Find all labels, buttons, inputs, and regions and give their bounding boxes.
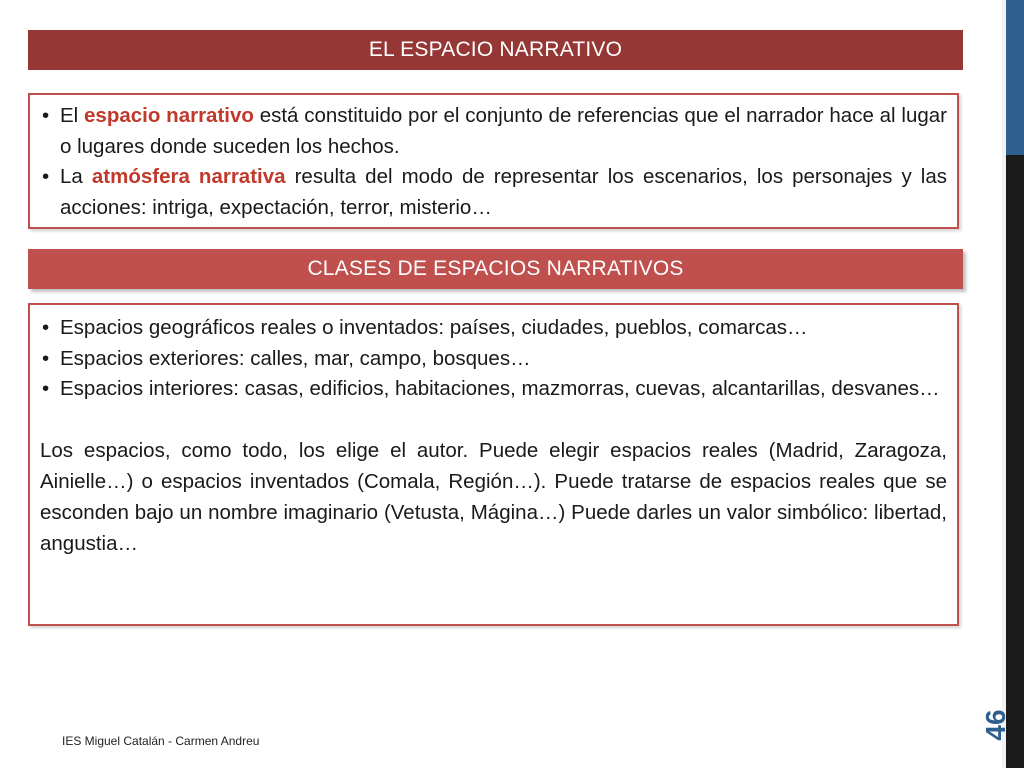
edge-accent-bar <box>1006 0 1024 768</box>
definition-box <box>28 93 959 229</box>
highlight-term: espacio narrativo <box>84 104 254 127</box>
definition-list <box>40 101 947 223</box>
bullet-text: La <box>60 165 92 188</box>
list-item <box>40 344 947 375</box>
explanation-paragraph: Los espacios, como todo, los elige el autor. Puede elegir espacios reales (Madrid, Zaragoza, Ainielle…) o espacios inventados (Comala, Región…). Puede tratarse de espacios reales que se esconden bajo un nombre imaginario (Vetusta, Mágina…) Puede darles un valor simbólico: libertad, angustia… <box>40 438 947 555</box>
list-item <box>40 313 947 344</box>
bullet-text: resulta del modo de representar los escenarios, los personajes y las acciones: intriga, expectación, terror, misterio… <box>60 165 947 219</box>
classes-box <box>28 303 959 626</box>
bullet-text: Espacios exteriores: calles, mar, campo, bosques… <box>60 346 531 370</box>
section-title-text: EL ESPACIO NARRATIVO <box>368 38 623 61</box>
bullet-icon: • <box>42 346 50 370</box>
bullet-text: Espacios interiores: casas, edificios, habitaciones, mazmorras, cuevas, alcantarillas, desvanes… <box>60 377 940 400</box>
page-number: 46 <box>980 709 1011 741</box>
edge-accent-bar-blue <box>1006 0 1024 155</box>
bullet-icon: • <box>42 165 50 188</box>
bullet-text: El <box>60 104 85 127</box>
bullet-text: Espacios geográficos reales o inventados: países, ciudades, pueblos, comarcas… <box>60 316 808 339</box>
bullet-icon: • <box>42 104 50 127</box>
list-item <box>40 162 947 223</box>
bullet-text: está constituido por el conjunto de referencias que el narrador hace al lugar o lugares donde suceden los hechos. <box>60 104 947 158</box>
edge-accent-bar-dark <box>1006 155 1024 768</box>
highlight-term: atmósfera narrativa <box>91 165 286 188</box>
classes-list <box>40 313 947 405</box>
bullet-icon: • <box>42 316 50 339</box>
list-item <box>40 101 947 162</box>
section-title-clases <box>28 249 963 289</box>
footer-credit: IES Miguel Catalán - Carmen Andreu <box>62 734 260 748</box>
list-item <box>40 374 947 405</box>
bullet-icon: • <box>42 377 50 400</box>
section-title-espacio-narrativo <box>28 30 963 70</box>
section-title-text: CLASES DE ESPACIOS NARRATIVOS <box>307 257 684 280</box>
